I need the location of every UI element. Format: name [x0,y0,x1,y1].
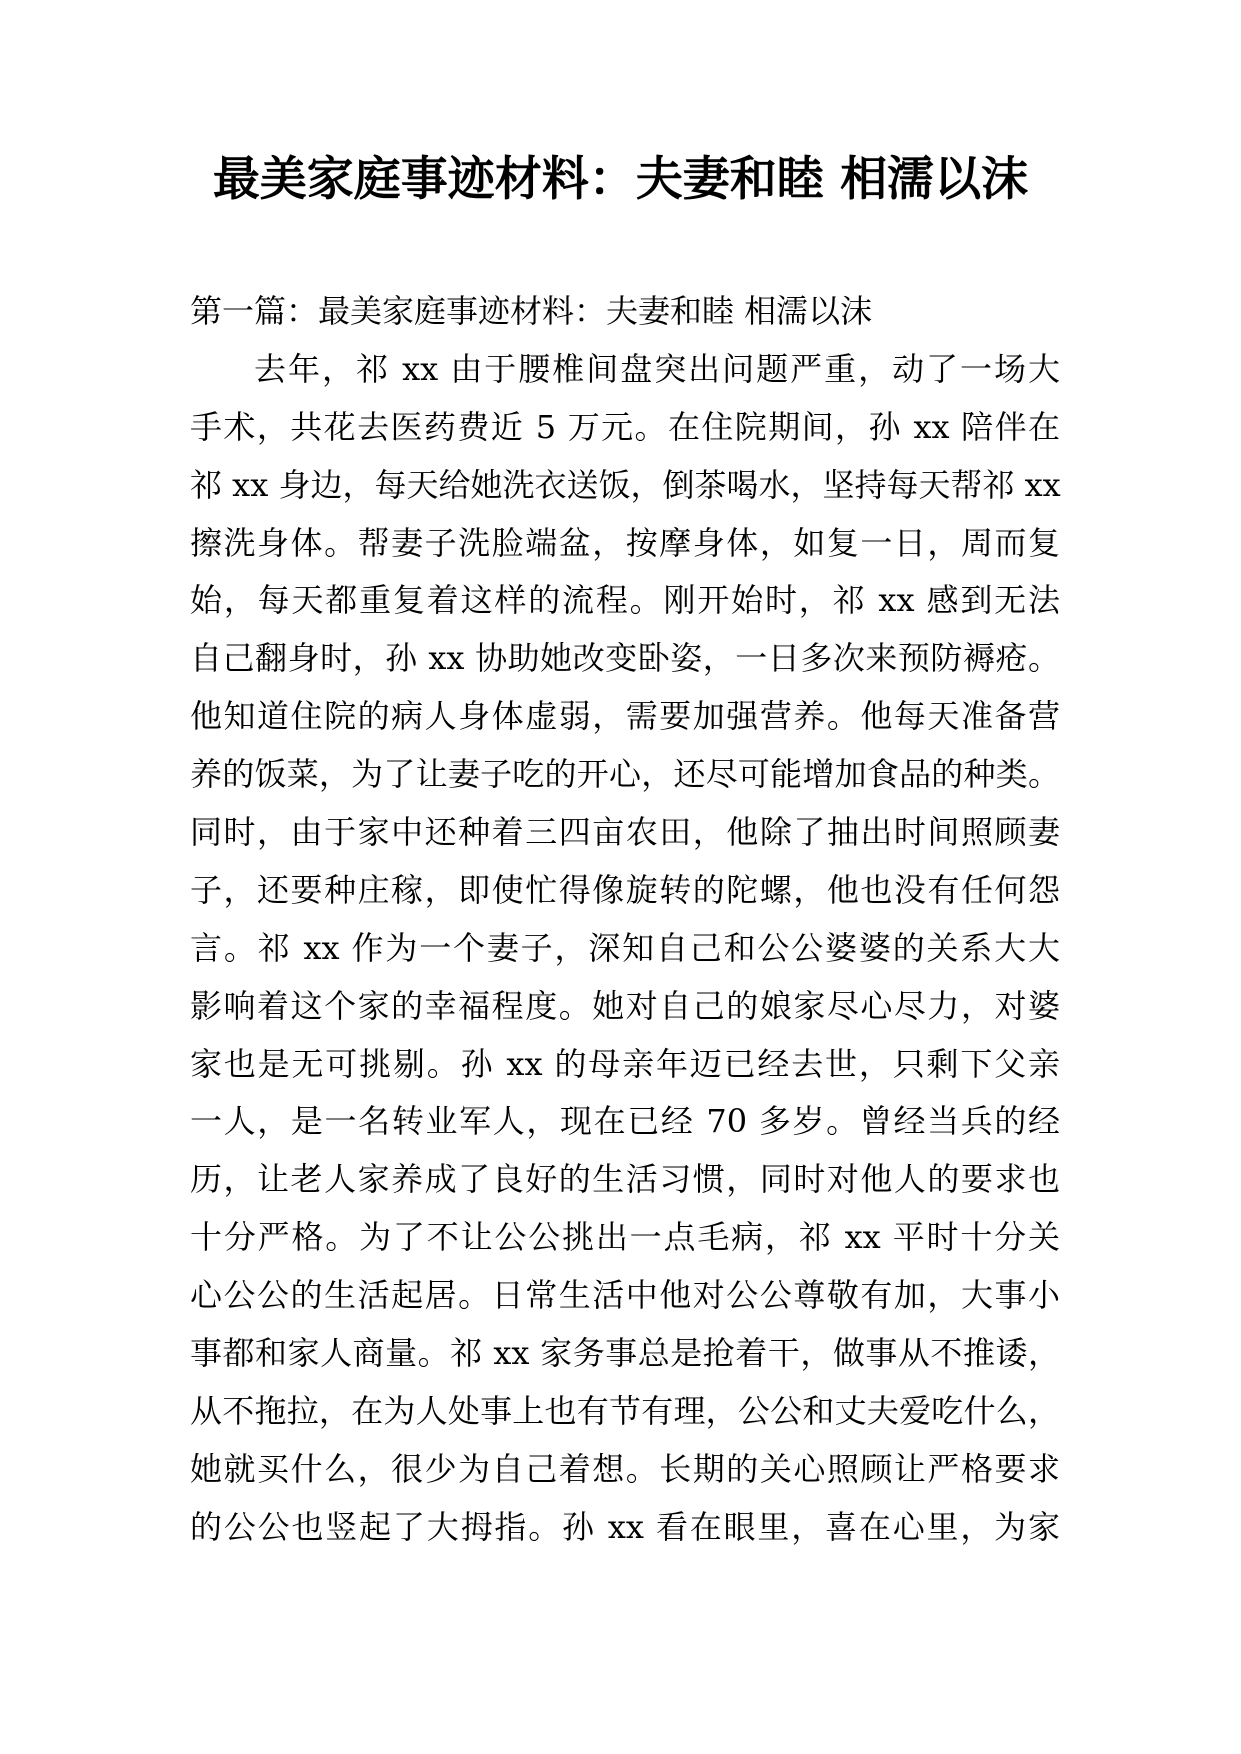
paragraph-line: 一人，是一名转业军人，现在已经 70 多岁。曾经当兵的经 [190,1102,1060,1141]
paragraph-line: 历，让老人家养成了良好的生活习惯，同时对他人的要求也 [190,1160,1060,1199]
paragraph-line: 言。祁 xx 作为一个妻子，深知自己和公公婆婆的关系大大 [190,928,1060,967]
paragraph-line: 擦洗身体。帮妻子洗脸端盆，按摩身体，如复一日，周而复 [190,523,1060,562]
paragraph-line: 子，还要种庄稼，即使忙得像旋转的陀螺，他也没有任何怨 [190,870,1060,909]
paragraph-line: 祁 xx 身边，每天给她洗衣送饭，倒茶喝水，坚持每天帮祁 xx [190,465,1061,504]
document-body [190,283,1060,1557]
paragraph-line: 事都和家人商量。祁 xx 家务事总是抢着干，做事从不推诿， [190,1334,1060,1373]
paragraph-line: 手术，共花去医药费近 5 万元。在住院期间，孙 xx 陪伴在 [190,407,1060,446]
paragraph-line: 十分严格。为了不让公公挑出一点毛病，祁 xx 平时十分关 [190,1218,1060,1257]
paragraph-line: 始，每天都重复着这样的流程。刚开始时，祁 xx 感到无法 [190,581,1060,620]
paragraph-line: 家也是无可挑剔。孙 xx 的母亲年迈已经去世，只剩下父亲 [190,1044,1060,1083]
document-title: 最美家庭事迹材料：夫妻和睦 相濡以沫 [212,152,1029,207]
paragraph-line: 她就买什么，很少为自己着想。长期的关心照顾让严格要求 [190,1449,1060,1488]
paragraph-line: 自己翻身时，孙 xx 协助她改变卧姿，一日多次来预防褥疮。 [190,639,1060,678]
paragraph-line: 的公公也竖起了大拇指。孙 xx 看在眼里，喜在心里，为家 [190,1507,1060,1546]
paragraph-line: 影响着这个家的幸福程度。她对自己的娘家尽心尽力，对婆 [190,986,1060,1025]
paragraph-line: 从不拖拉，在为人处事上也有节有理，公公和丈夫爱吃什么， [190,1391,1060,1430]
paragraph-line: 同时，由于家中还种着三四亩农田，他除了抽出时间照顾妻 [190,813,1060,852]
section-heading: 第一篇：最美家庭事迹材料：夫妻和睦 相濡以沫 [190,292,873,330]
paragraph-line: 他知道住院的病人身体虚弱，需要加强营养。他每天准备营 [190,697,1060,736]
paragraph-line: 去年，祁 xx 由于腰椎间盘突出问题严重，动了一场大 [254,349,1060,388]
paragraph-line: 心公公的生活起居。日常生活中他对公公尊敬有加，大事小 [190,1276,1060,1315]
paragraph-line: 养的饭菜，为了让妻子吃的开心，还尽可能增加食品的种类。 [190,755,1060,794]
